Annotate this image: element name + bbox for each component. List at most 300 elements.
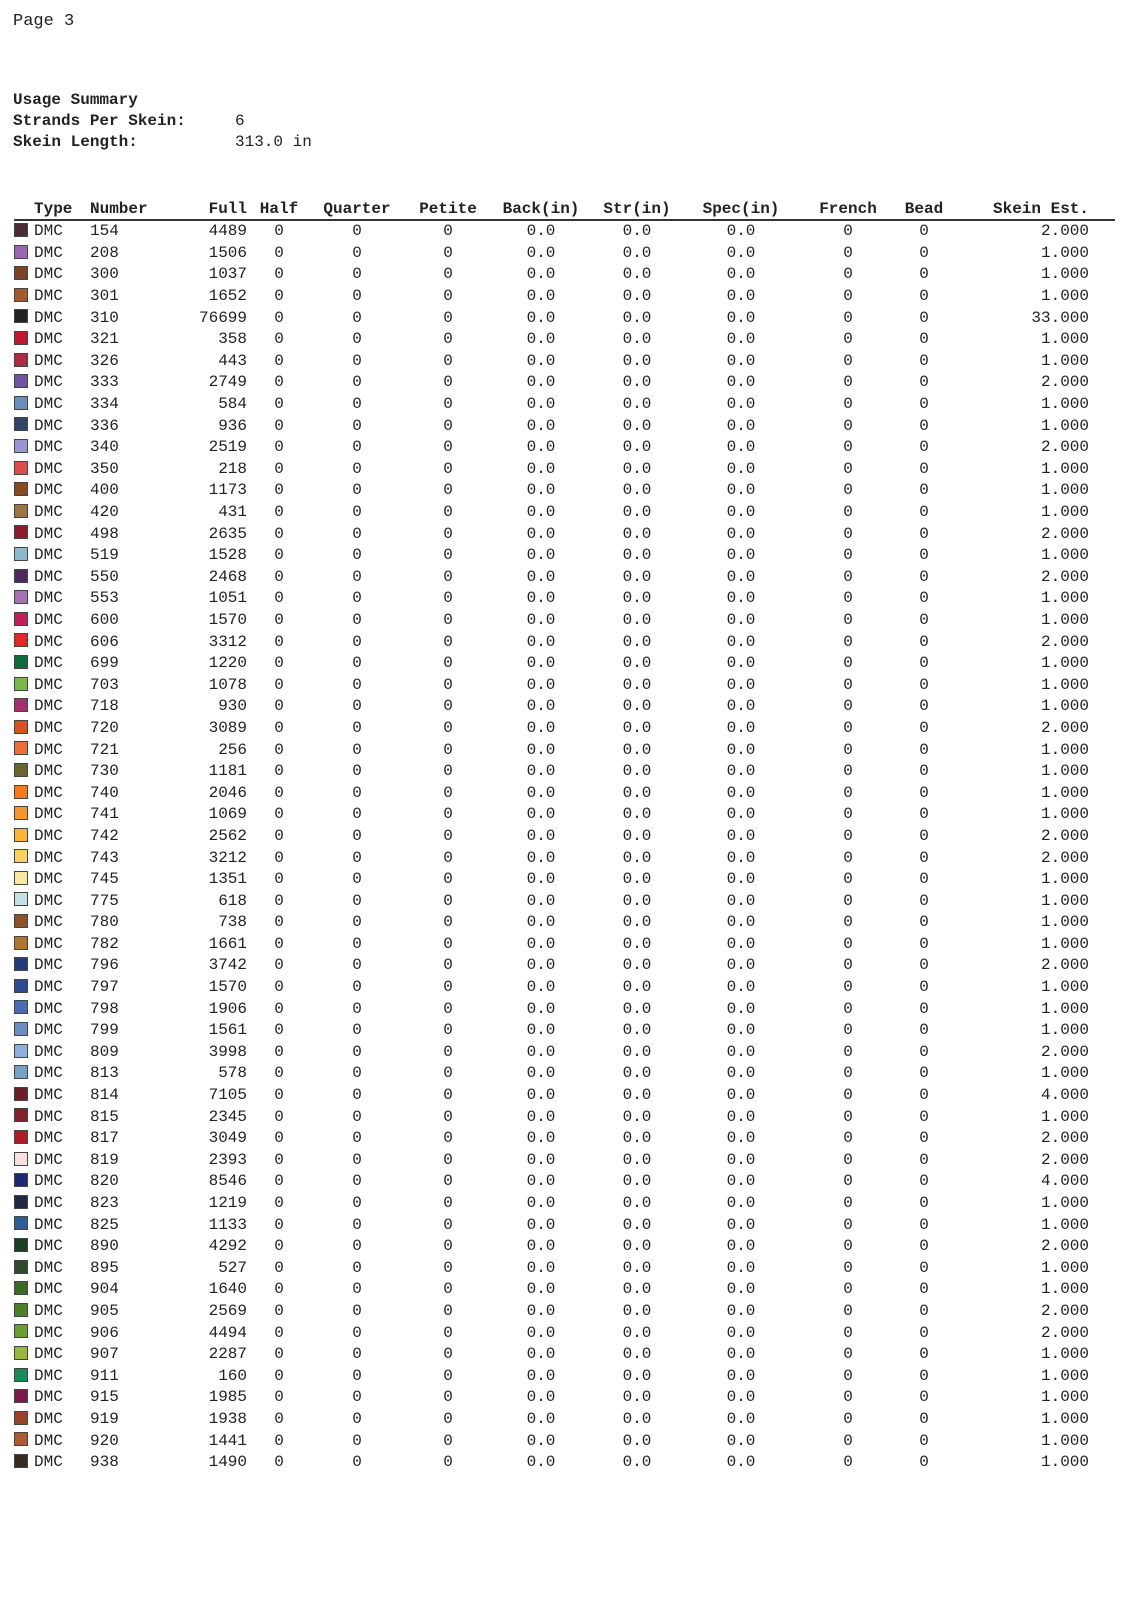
cell-half: 0 <box>274 222 284 241</box>
cell-half: 0 <box>274 1237 284 1256</box>
cell-full: 2287 <box>208 1345 247 1364</box>
cell-bead: 0 <box>919 567 929 586</box>
cell-french: 0 <box>843 438 853 457</box>
cell-bead: 0 <box>919 632 929 651</box>
cell-bead: 0 <box>919 1388 929 1407</box>
cell-skein-est: 1.000 <box>1040 243 1089 262</box>
cell-quarter: 0 <box>352 1150 362 1169</box>
cell-quarter: 0 <box>352 1431 362 1450</box>
color-swatch <box>14 914 28 928</box>
cell-type: DMC <box>34 956 63 975</box>
cell-type: DMC <box>34 1215 63 1234</box>
cell-french: 0 <box>843 503 853 522</box>
cell-petite: 0 <box>443 740 453 759</box>
cell-french: 0 <box>843 222 853 241</box>
cell-spec: 0.0 <box>726 1280 756 1299</box>
cell-number: 743 <box>90 848 119 867</box>
color-swatch <box>14 633 28 647</box>
header-str: Str(in) <box>589 199 685 220</box>
color-swatch <box>14 1281 28 1295</box>
cell-quarter: 0 <box>352 978 362 997</box>
cell-spec: 0.0 <box>726 783 756 802</box>
cell-type: DMC <box>34 783 63 802</box>
cell-bead: 0 <box>919 1021 929 1040</box>
cell-str: 0.0 <box>622 1345 652 1364</box>
cell-skein-est: 2.000 <box>1040 567 1089 586</box>
cell-str: 0.0 <box>622 632 652 651</box>
cell-skein-est: 4.000 <box>1040 1086 1089 1105</box>
cell-skein-est: 1.000 <box>1040 1280 1089 1299</box>
cell-spec: 0.0 <box>726 718 756 737</box>
table-row <box>14 1258 1115 1280</box>
cell-str: 0.0 <box>622 546 652 565</box>
cell-half: 0 <box>274 805 284 824</box>
cell-quarter: 0 <box>352 1237 362 1256</box>
cell-skein-est: 1.000 <box>1040 870 1089 889</box>
color-swatch <box>14 1411 28 1425</box>
cell-number: 775 <box>90 891 119 910</box>
color-swatch <box>14 1216 28 1230</box>
cell-number: 321 <box>90 330 119 349</box>
cell-skein-est: 1.000 <box>1040 1258 1089 1277</box>
cell-spec: 0.0 <box>726 1129 756 1148</box>
cell-french: 0 <box>843 308 853 327</box>
cell-skein-est: 2.000 <box>1040 826 1089 845</box>
cell-petite: 0 <box>443 222 453 241</box>
cell-half: 0 <box>274 243 284 262</box>
cell-french: 0 <box>843 1064 853 1083</box>
cell-str: 0.0 <box>622 1150 652 1169</box>
cell-number: 919 <box>90 1409 119 1428</box>
table-row <box>14 307 1115 329</box>
cell-full: 7105 <box>208 1086 247 1105</box>
cell-back: 0.0 <box>526 762 556 781</box>
cell-swatch <box>14 869 34 891</box>
cell-skein-est: 1.000 <box>1040 740 1089 759</box>
cell-french: 0 <box>843 934 853 953</box>
cell-str: 0.0 <box>622 870 652 889</box>
cell-full: 527 <box>218 1258 247 1277</box>
cell-half: 0 <box>274 1301 284 1320</box>
cell-spec: 0.0 <box>726 330 756 349</box>
table-row <box>14 610 1115 632</box>
cell-petite: 0 <box>443 1453 453 1472</box>
cell-half: 0 <box>274 1021 284 1040</box>
cell-type: DMC <box>34 1064 63 1083</box>
cell-number: 938 <box>90 1453 119 1472</box>
cell-spec: 0.0 <box>726 1150 756 1169</box>
cell-type: DMC <box>34 891 63 910</box>
color-swatch <box>14 482 28 496</box>
cell-number: 813 <box>90 1064 119 1083</box>
cell-petite: 0 <box>443 1086 453 1105</box>
cell-french: 0 <box>843 567 853 586</box>
cell-bead: 0 <box>919 762 929 781</box>
cell-bead: 0 <box>919 1237 929 1256</box>
cell-type: DMC <box>34 1172 63 1191</box>
cell-back: 0.0 <box>526 524 556 543</box>
cell-half: 0 <box>274 632 284 651</box>
cell-half: 0 <box>274 373 284 392</box>
cell-full: 578 <box>218 1064 247 1083</box>
color-swatch <box>14 331 28 345</box>
cell-str: 0.0 <box>622 1409 652 1428</box>
table-row <box>14 998 1115 1020</box>
cell-french: 0 <box>843 243 853 262</box>
cell-quarter: 0 <box>352 999 362 1018</box>
cell-french: 0 <box>843 610 853 629</box>
cell-skein-est: 1.000 <box>1040 762 1089 781</box>
cell-skein-est: 1.000 <box>1040 265 1089 284</box>
cell-petite: 0 <box>443 1280 453 1299</box>
cell-skein-est: 1.000 <box>1040 697 1089 716</box>
cell-bead: 0 <box>919 287 929 306</box>
color-swatch <box>14 1432 28 1446</box>
cell-half: 0 <box>274 459 284 478</box>
cell-str: 0.0 <box>622 1194 652 1213</box>
cell-bead: 0 <box>919 503 929 522</box>
cell-half: 0 <box>274 481 284 500</box>
cell-back: 0.0 <box>526 956 556 975</box>
cell-bead: 0 <box>919 416 929 435</box>
table-row <box>14 1193 1115 1215</box>
cell-back: 0.0 <box>526 222 556 241</box>
cell-type: DMC <box>34 503 63 522</box>
cell-number: 904 <box>90 1280 119 1299</box>
cell-skein-est: 1.000 <box>1040 287 1089 306</box>
cell-bead: 0 <box>919 1431 929 1450</box>
cell-str: 0.0 <box>622 503 652 522</box>
cell-str: 0.0 <box>622 1258 652 1277</box>
cell-petite: 0 <box>443 913 453 932</box>
table-row <box>14 826 1115 848</box>
cell-number: 334 <box>90 395 119 414</box>
cell-type: DMC <box>34 1107 63 1126</box>
color-swatch <box>14 1260 28 1274</box>
cell-type: DMC <box>34 999 63 1018</box>
cell-number: 815 <box>90 1107 119 1126</box>
cell-str: 0.0 <box>622 1323 652 1342</box>
cell-str: 0.0 <box>622 1086 652 1105</box>
table-row <box>14 1085 1115 1107</box>
cell-number: 606 <box>90 632 119 651</box>
cell-french: 0 <box>843 1323 853 1342</box>
cell-skein-est: 1.000 <box>1040 783 1089 802</box>
usage-table <box>14 199 1115 1473</box>
cell-full: 1640 <box>208 1280 247 1299</box>
color-swatch <box>14 849 28 863</box>
table-row <box>14 1171 1115 1193</box>
cell-type: DMC <box>34 610 63 629</box>
cell-type: DMC <box>34 675 63 694</box>
cell-str: 0.0 <box>622 675 652 694</box>
cell-spec: 0.0 <box>726 243 756 262</box>
cell-spec: 0.0 <box>726 1086 756 1105</box>
cell-french: 0 <box>843 1129 853 1148</box>
cell-str: 0.0 <box>622 654 652 673</box>
cell-bead: 0 <box>919 524 929 543</box>
cell-spec: 0.0 <box>726 978 756 997</box>
cell-quarter: 0 <box>352 589 362 608</box>
cell-back: 0.0 <box>526 395 556 414</box>
cell-str: 0.0 <box>622 1388 652 1407</box>
table-row <box>14 761 1115 783</box>
cell-bead: 0 <box>919 222 929 241</box>
color-swatch <box>14 785 28 799</box>
header-quarter: Quarter <box>311 199 403 220</box>
cell-quarter: 0 <box>352 913 362 932</box>
cell-back: 0.0 <box>526 546 556 565</box>
cell-str: 0.0 <box>622 481 652 500</box>
cell-number: 780 <box>90 913 119 932</box>
cell-petite: 0 <box>443 891 453 910</box>
cell-petite: 0 <box>443 1107 453 1126</box>
cell-petite: 0 <box>443 524 453 543</box>
cell-skein-est: 33.000 <box>1031 308 1089 327</box>
cell-type: DMC <box>34 697 63 716</box>
cell-str: 0.0 <box>622 762 652 781</box>
cell-petite: 0 <box>443 934 453 953</box>
cell-back: 0.0 <box>526 826 556 845</box>
table-row <box>14 523 1115 545</box>
cell-str: 0.0 <box>622 610 652 629</box>
cell-str: 0.0 <box>622 416 652 435</box>
cell-spec: 0.0 <box>726 1215 756 1234</box>
cell-number: 600 <box>90 610 119 629</box>
cell-swatch <box>14 351 34 373</box>
cell-swatch <box>14 1106 34 1128</box>
color-swatch <box>14 1238 28 1252</box>
cell-skein-est: 2.000 <box>1040 438 1089 457</box>
cell-french: 0 <box>843 632 853 651</box>
cell-type: DMC <box>34 1409 63 1428</box>
table-row <box>14 459 1115 481</box>
cell-full: 2749 <box>208 373 247 392</box>
cell-petite: 0 <box>443 783 453 802</box>
cell-french: 0 <box>843 524 853 543</box>
cell-str: 0.0 <box>622 287 652 306</box>
table-row <box>14 1452 1115 1474</box>
cell-spec: 0.0 <box>726 762 756 781</box>
cell-full: 1570 <box>208 978 247 997</box>
cell-quarter: 0 <box>352 567 362 586</box>
cell-half: 0 <box>274 567 284 586</box>
cell-half: 0 <box>274 1388 284 1407</box>
cell-quarter: 0 <box>352 632 362 651</box>
color-swatch <box>14 1044 28 1058</box>
cell-skein-est: 1.000 <box>1040 610 1089 629</box>
cell-bead: 0 <box>919 1323 929 1342</box>
cell-number: 301 <box>90 287 119 306</box>
cell-swatch <box>14 977 34 999</box>
cell-petite: 0 <box>443 718 453 737</box>
cell-full: 1051 <box>208 589 247 608</box>
cell-bead: 0 <box>919 308 929 327</box>
cell-skein-est: 2.000 <box>1040 718 1089 737</box>
cell-swatch <box>14 1171 34 1193</box>
cell-back: 0.0 <box>526 978 556 997</box>
table-row <box>14 1279 1115 1301</box>
cell-number: 890 <box>90 1237 119 1256</box>
color-swatch <box>14 1022 28 1036</box>
cell-full: 431 <box>218 503 247 522</box>
cell-full: 4292 <box>208 1237 247 1256</box>
cell-spec: 0.0 <box>726 934 756 953</box>
cell-swatch <box>14 1063 34 1085</box>
cell-french: 0 <box>843 1345 853 1364</box>
cell-back: 0.0 <box>526 1237 556 1256</box>
cell-quarter: 0 <box>352 805 362 824</box>
cell-bead: 0 <box>919 1042 929 1061</box>
table-row <box>14 890 1115 912</box>
cell-half: 0 <box>274 913 284 932</box>
cell-skein-est: 1.000 <box>1040 1345 1089 1364</box>
cell-french: 0 <box>843 1194 853 1213</box>
cell-str: 0.0 <box>622 1129 652 1148</box>
cell-half: 0 <box>274 265 284 284</box>
cell-str: 0.0 <box>622 805 652 824</box>
header-bead: Bead <box>899 199 949 220</box>
cell-number: 703 <box>90 675 119 694</box>
cell-skein-est: 2.000 <box>1040 1150 1089 1169</box>
table-row <box>14 631 1115 653</box>
cell-petite: 0 <box>443 395 453 414</box>
header-french: French <box>797 199 899 220</box>
table-row <box>14 1344 1115 1366</box>
cell-swatch <box>14 480 34 502</box>
cell-bead: 0 <box>919 351 929 370</box>
cell-str: 0.0 <box>622 1107 652 1126</box>
cell-back: 0.0 <box>526 1194 556 1213</box>
cell-number: 895 <box>90 1258 119 1277</box>
cell-full: 3089 <box>208 718 247 737</box>
cell-full: 2046 <box>208 783 247 802</box>
color-swatch <box>14 806 28 820</box>
cell-str: 0.0 <box>622 718 652 737</box>
cell-skein-est: 1.000 <box>1040 1107 1089 1126</box>
cell-half: 0 <box>274 416 284 435</box>
table-row <box>14 480 1115 502</box>
cell-petite: 0 <box>443 1409 453 1428</box>
cell-french: 0 <box>843 481 853 500</box>
cell-swatch <box>14 1322 34 1344</box>
cell-half: 0 <box>274 1129 284 1148</box>
cell-back: 0.0 <box>526 351 556 370</box>
cell-bead: 0 <box>919 1345 929 1364</box>
cell-petite: 0 <box>443 373 453 392</box>
cell-swatch <box>14 696 34 718</box>
cell-skein-est: 1.000 <box>1040 675 1089 694</box>
cell-french: 0 <box>843 1453 853 1472</box>
cell-skein-est: 2.000 <box>1040 956 1089 975</box>
cell-type: DMC <box>34 1021 63 1040</box>
cell-quarter: 0 <box>352 416 362 435</box>
cell-back: 0.0 <box>526 1172 556 1191</box>
cell-back: 0.0 <box>526 870 556 889</box>
cell-full: 618 <box>218 891 247 910</box>
cell-str: 0.0 <box>622 1366 652 1385</box>
cell-swatch <box>14 718 34 740</box>
cell-swatch <box>14 631 34 653</box>
color-swatch <box>14 936 28 950</box>
table-row <box>14 437 1115 459</box>
cell-type: DMC <box>34 330 63 349</box>
cell-str: 0.0 <box>622 826 652 845</box>
header-type: Type <box>34 199 90 220</box>
cell-number: 814 <box>90 1086 119 1105</box>
cell-type: DMC <box>34 438 63 457</box>
cell-half: 0 <box>274 438 284 457</box>
cell-type: DMC <box>34 546 63 565</box>
color-swatch <box>14 612 28 626</box>
cell-half: 0 <box>274 999 284 1018</box>
table-row <box>14 1322 1115 1344</box>
cell-back: 0.0 <box>526 503 556 522</box>
cell-swatch <box>14 329 34 351</box>
color-swatch <box>14 288 28 302</box>
color-swatch <box>14 1152 28 1166</box>
cell-spec: 0.0 <box>726 222 756 241</box>
cell-swatch <box>14 243 34 265</box>
cell-spec: 0.0 <box>726 632 756 651</box>
cell-swatch <box>14 934 34 956</box>
cell-quarter: 0 <box>352 243 362 262</box>
cell-bead: 0 <box>919 1172 929 1191</box>
cell-half: 0 <box>274 308 284 327</box>
cell-quarter: 0 <box>352 891 362 910</box>
cell-quarter: 0 <box>352 1064 362 1083</box>
cell-back: 0.0 <box>526 1409 556 1428</box>
cell-half: 0 <box>274 1172 284 1191</box>
cell-swatch <box>14 1409 34 1431</box>
table-row <box>14 243 1115 265</box>
cell-skein-est: 1.000 <box>1040 891 1089 910</box>
cell-quarter: 0 <box>352 762 362 781</box>
cell-half: 0 <box>274 891 284 910</box>
cell-back: 0.0 <box>526 1129 556 1148</box>
cell-bead: 0 <box>919 826 929 845</box>
cell-bead: 0 <box>919 805 929 824</box>
cell-bead: 0 <box>919 243 929 262</box>
cell-full: 2635 <box>208 524 247 543</box>
cell-swatch <box>14 567 34 589</box>
length-value: 313.0 in <box>235 133 312 151</box>
cell-skein-est: 2.000 <box>1040 632 1089 651</box>
cell-petite: 0 <box>443 610 453 629</box>
cell-swatch <box>14 459 34 481</box>
cell-number: 300 <box>90 265 119 284</box>
cell-str: 0.0 <box>622 783 652 802</box>
cell-number: 911 <box>90 1366 119 1385</box>
color-swatch <box>14 439 28 453</box>
cell-full: 738 <box>218 913 247 932</box>
cell-number: 326 <box>90 351 119 370</box>
cell-petite: 0 <box>443 1194 453 1213</box>
cell-spec: 0.0 <box>726 697 756 716</box>
cell-type: DMC <box>34 826 63 845</box>
cell-back: 0.0 <box>526 481 556 500</box>
cell-swatch <box>14 1301 34 1323</box>
cell-bead: 0 <box>919 610 929 629</box>
color-swatch <box>14 655 28 669</box>
cell-type: DMC <box>34 848 63 867</box>
header-back: Back(in) <box>493 199 589 220</box>
table-row <box>14 674 1115 696</box>
table-row <box>14 1387 1115 1409</box>
cell-type: DMC <box>34 1453 63 1472</box>
cell-french: 0 <box>843 265 853 284</box>
cell-full: 584 <box>218 395 247 414</box>
